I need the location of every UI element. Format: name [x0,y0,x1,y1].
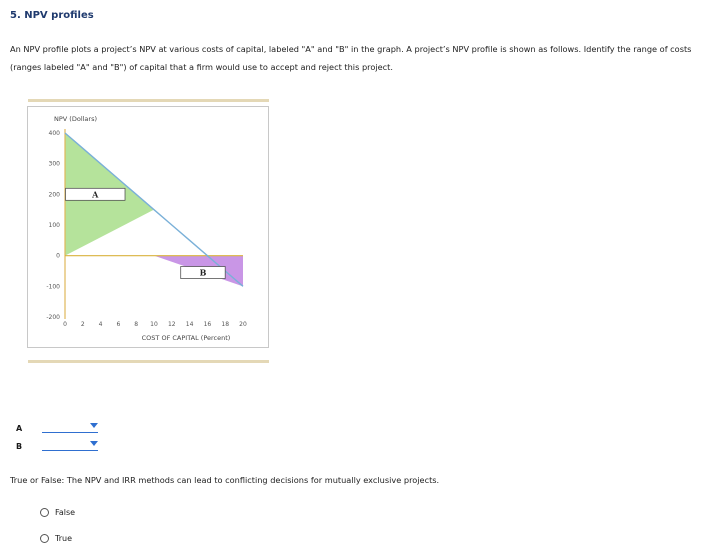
question-title: 5. NPV profiles [10,10,94,21]
x-tick-label: 20 [239,321,247,328]
radio-false[interactable] [40,508,49,517]
y-axis-title: NPV (Dollars) [54,115,98,123]
x-tick-label: 10 [150,321,158,328]
answer-label-b: B [16,442,23,451]
x-tick-label: 18 [221,321,230,328]
chevron-down-icon [90,441,98,446]
option-true-label: True [55,534,72,543]
x-tick-label: 0 [63,321,67,328]
x-tick-label: 8 [134,321,139,328]
npv-profile-chart [27,106,269,348]
true-false-question: True or False: The NPV and IRR methods can lead to conflicting decisions for mutually exclusive projects. [10,475,440,485]
chevron-down-icon [90,423,98,428]
y-tick-label: 300 [48,160,60,168]
y-tick-label: -100 [46,283,60,291]
x-tick-label: 2 [80,321,85,328]
figure-top-rule [28,99,269,102]
region-a-label: A [92,189,99,200]
answer-label-a: A [16,424,23,433]
radio-true[interactable] [40,534,49,543]
region-b-label: B [199,267,207,278]
x-tick-label: 14 [185,321,194,328]
figure-bottom-rule [28,360,269,363]
y-tick-label: 0 [56,252,60,260]
x-tick-label: 4 [98,321,103,328]
x-tick-label: 12 [167,321,176,328]
y-tick-label: 100 [48,222,60,229]
answer-a-dropdown[interactable] [42,420,98,433]
x-tick-label: 6 [116,321,121,328]
y-tick-label: -200 [46,314,60,321]
y-tick-label: 200 [48,191,60,199]
question-intro: An NPV profile plots a project’s NPV at various costs of capital, labeled "A" and "B" in the graph. A project’s NPV profile is shown as follows. Identify the range of costs (ranges labeled "A" and "B") of capital that a firm would use to accept and reject this project. [10,44,692,72]
npv-chart-svg [28,107,270,349]
option-false-label: False [55,508,76,517]
y-tick-label: 400 [48,130,60,137]
x-axis-title: COST OF CAPITAL (Percent) [141,334,231,342]
answer-b-dropdown[interactable] [42,438,98,451]
x-tick-label: 16 [203,321,212,328]
